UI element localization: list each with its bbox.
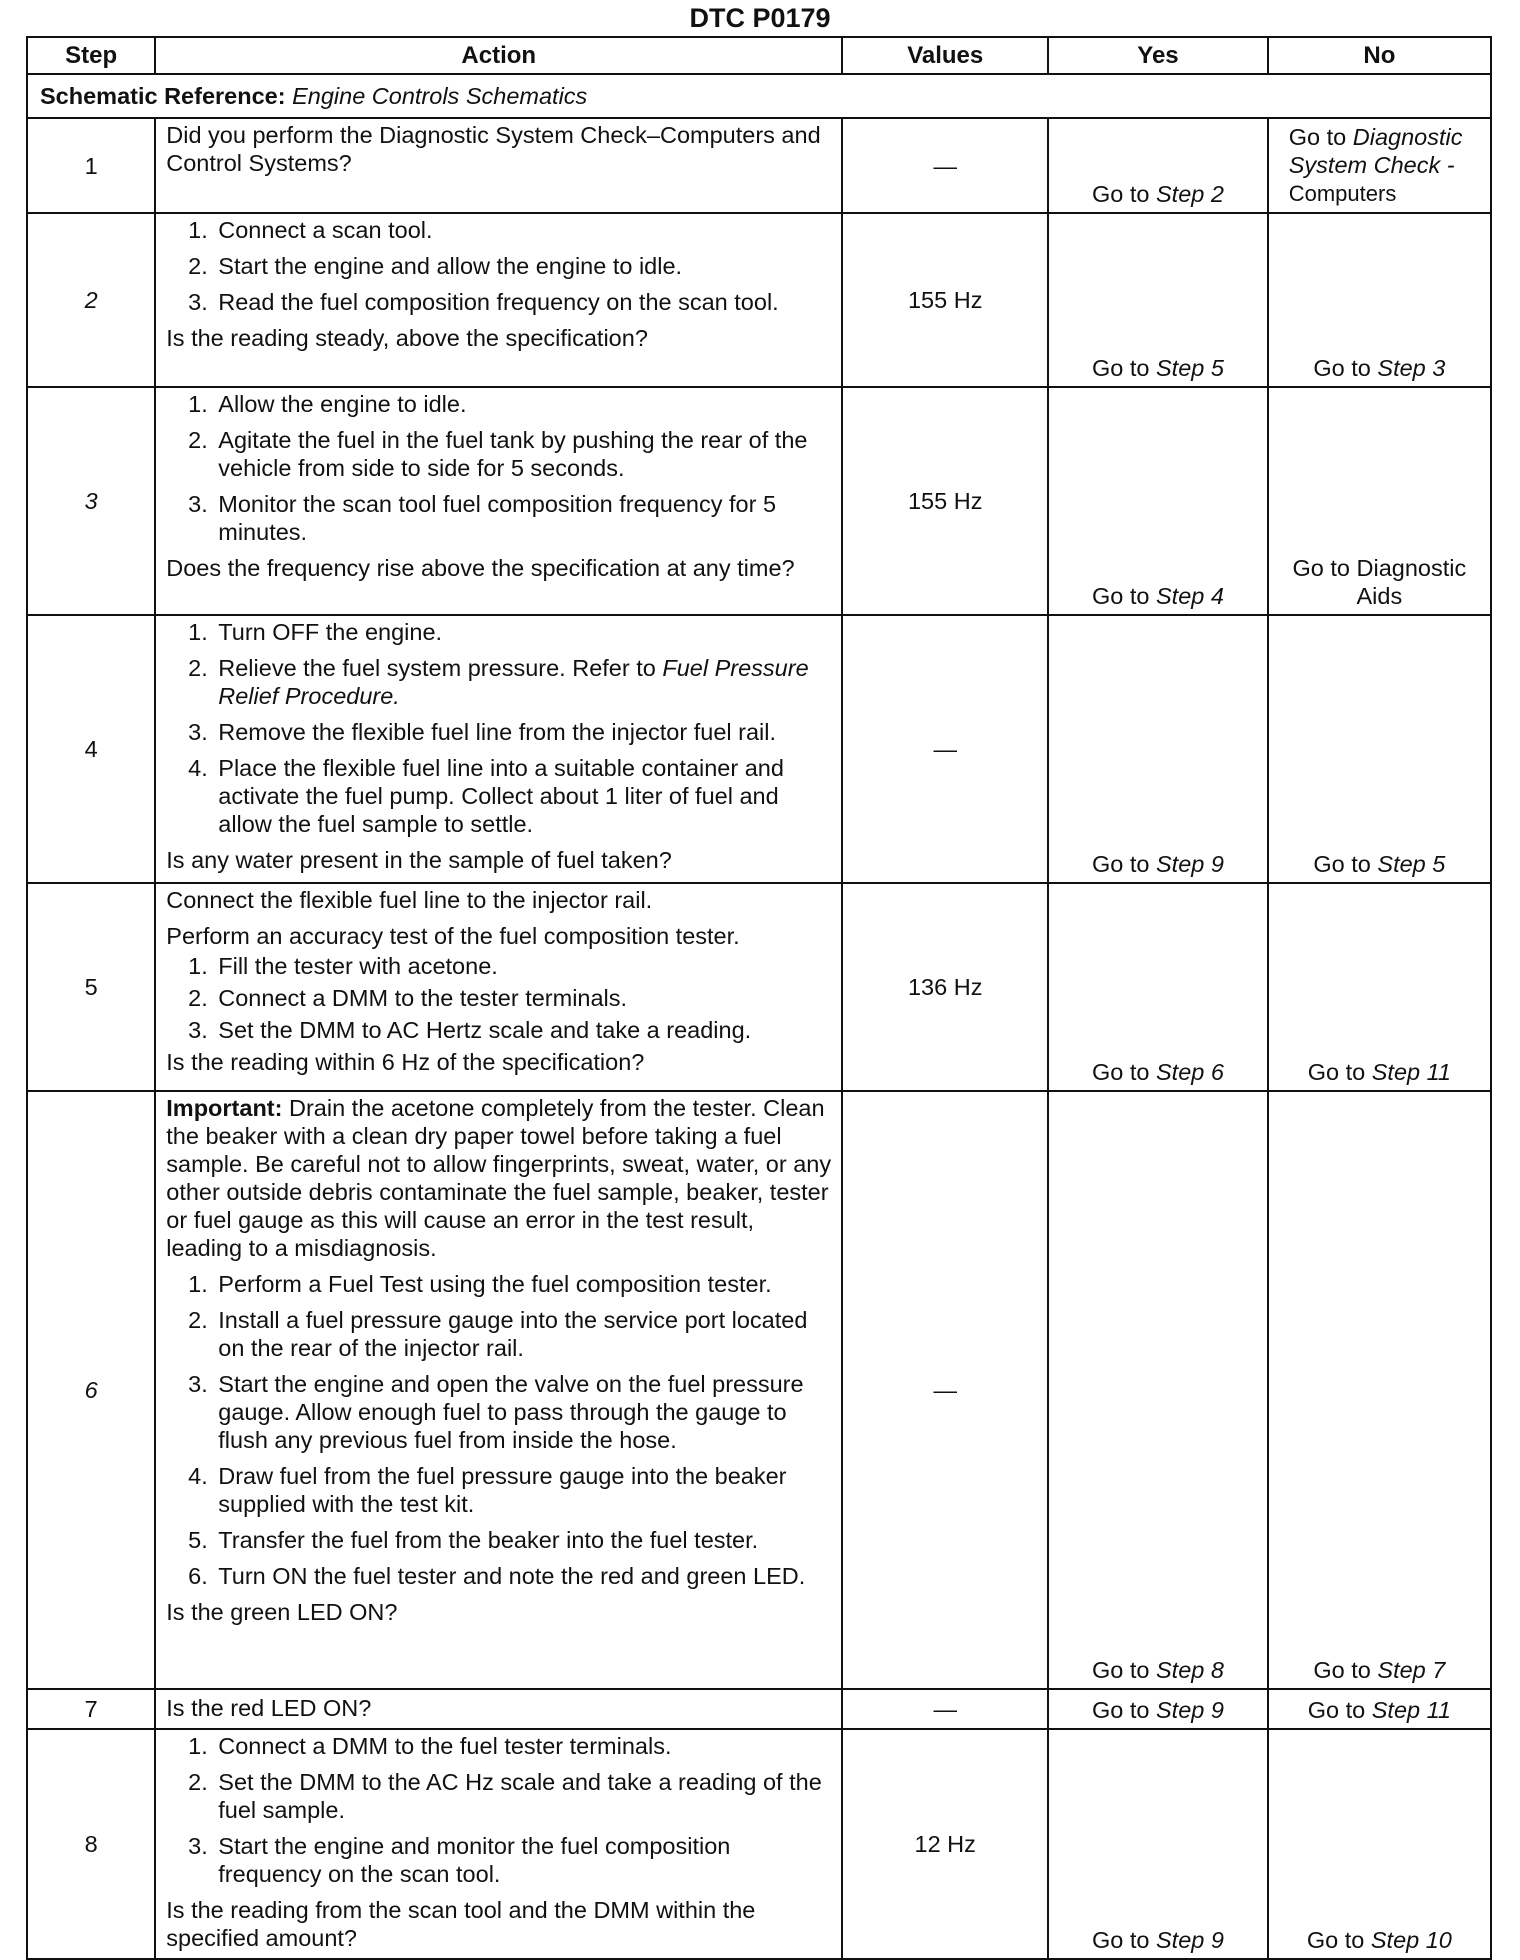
go-to-label: Go to (1091, 355, 1150, 381)
value-cell: — (842, 615, 1048, 883)
no-cell (1268, 118, 1491, 213)
no-step-link[interactable]: Go to Diagnostic Aids (1292, 555, 1467, 609)
list-item: 1. Connect a scan tool. (214, 216, 835, 244)
no-step-link[interactable]: Step 10 (1370, 1927, 1452, 1953)
header-row (27, 37, 1491, 74)
yes-step-link[interactable]: Step 9 (1156, 851, 1224, 877)
no-cell (1268, 1729, 1491, 1959)
list-item: 3. Start the engine and open the valve on the fuel pressure gauge. Allow enough fuel to pass through the gauge to flush any previous fuel from inside the hose. (214, 1370, 835, 1454)
schematic-link[interactable]: Engine Controls Schematics (292, 83, 588, 109)
yes-cell (1048, 615, 1268, 883)
step-number: 7 (27, 1689, 155, 1729)
yes-step-link[interactable]: Step 6 (1156, 1059, 1224, 1085)
list-item: 2. Start the engine and allow the engine to idle. (214, 252, 835, 280)
no-cell (1268, 615, 1491, 883)
go-to-label: Go to (1313, 1657, 1371, 1683)
list-item: 1. Perform a Fuel Test using the fuel composition tester. (214, 1270, 835, 1298)
action-cell (155, 1091, 842, 1689)
list-item: 2. Connect a DMM to the tester terminals. (214, 984, 835, 1012)
go-to-label: Go to (1313, 851, 1371, 877)
no-cell (1268, 213, 1491, 387)
action-cell (155, 1729, 842, 1959)
yes-cell (1048, 213, 1268, 387)
action-cell (155, 1689, 842, 1729)
value-cell: — (842, 1091, 1048, 1689)
list-item: 2. Agitate the fuel in the fuel tank by pushing the rear of the vehicle from side to side for 5 seconds. (214, 426, 835, 482)
yes-step-link[interactable]: Step 2 (1156, 181, 1224, 207)
go-to-label: Go to (1091, 181, 1150, 207)
schematic-label: Schematic Reference: (40, 83, 286, 109)
list-item: 3. Start the engine and monitor the fuel composition frequency on the scan tool. (214, 1832, 835, 1888)
action-cell (155, 213, 842, 387)
go-to-label: Go to (1306, 1927, 1365, 1953)
go-to-label: Go to (1307, 1059, 1366, 1085)
yes-cell (1048, 118, 1268, 213)
question: Is the green LED ON? (166, 1599, 398, 1625)
table-row (27, 1729, 1491, 1959)
action-list (166, 1732, 835, 1888)
action-cell (155, 883, 842, 1091)
list-item: 2. Set the DMM to the AC Hz scale and take a reading of the fuel sample. (214, 1768, 835, 1824)
action-list (166, 216, 835, 316)
table-row (27, 213, 1491, 387)
no-cell (1268, 387, 1491, 615)
question: Is any water present in the sample of fuel taken? (166, 847, 672, 873)
action-cell (155, 118, 842, 213)
table-row (27, 1091, 1491, 1689)
yes-step-link[interactable]: Step 9 (1156, 1697, 1224, 1723)
list-item: 4. Place the flexible fuel line into a suitable container and activate the fuel pump. Collect about 1 liter of fuel and allow the fuel sample to settle. (214, 754, 835, 838)
diagnostic-table (26, 36, 1492, 1960)
instruction: Perform an accuracy test of the fuel composition tester. (166, 923, 740, 949)
action-list (166, 390, 835, 546)
list-item: 1. Turn OFF the engine. (214, 618, 835, 646)
step-number: 6 (27, 1091, 155, 1689)
no-suffix: Computers (1288, 181, 1397, 206)
go-to-label: Go to (1091, 1059, 1150, 1085)
list-item: 6. Turn ON the fuel tester and note the red and green LED. (214, 1562, 835, 1590)
no-step-link[interactable]: Step 7 (1377, 1657, 1446, 1683)
table-row (27, 387, 1491, 615)
action-cell (155, 387, 842, 615)
go-to-label: Go to (1091, 851, 1150, 877)
value-cell: 155 Hz (842, 213, 1048, 387)
list-item (214, 654, 835, 710)
no-step-link[interactable]: Step 3 (1377, 355, 1446, 381)
list-item: 5. Transfer the fuel from the beaker into the fuel tester. (214, 1526, 835, 1554)
yes-cell (1048, 883, 1268, 1091)
header-no: No (1268, 37, 1491, 74)
action-list (166, 618, 835, 838)
step-number: 5 (27, 883, 155, 1091)
go-to-label: Go to (1091, 1697, 1150, 1723)
question: Does the frequency rise above the specification at any time? (166, 555, 795, 581)
list-item: 3. Monitor the scan tool fuel composition frequency for 5 minutes. (214, 490, 835, 546)
no-step-link[interactable]: Step 5 (1377, 851, 1446, 877)
go-to-label: Go to (1091, 1927, 1150, 1953)
header-yes: Yes (1048, 37, 1268, 74)
schematic-reference (27, 74, 1491, 118)
yes-step-link[interactable]: Step 5 (1156, 355, 1224, 381)
important-text: Drain the acetone completely from the tester. Clean the beaker with a clean dry paper towel before taking a fuel sample. Be careful not to allow fingerprints, sweat, water, or any other outside debris contaminate the fuel sample, beaker, tester or fuel gauge as this will cause an error in the test result, leading to a misdiagnosis. (166, 1095, 832, 1261)
page-title: DTC P0179 (689, 3, 831, 33)
list-item: 1. Allow the engine to idle. (214, 390, 835, 418)
no-step-link[interactable]: Step 11 (1371, 1697, 1452, 1723)
yes-step-link[interactable]: Step 9 (1156, 1927, 1224, 1953)
header-values: Values (842, 37, 1048, 74)
no-step-link[interactable]: Step 11 (1371, 1059, 1452, 1085)
list-item: 4. Draw fuel from the fuel pressure gauge into the beaker supplied with the test kit. (214, 1462, 835, 1518)
table-row (27, 883, 1491, 1091)
value-cell: 136 Hz (842, 883, 1048, 1091)
step-number: 2 (27, 213, 155, 387)
step-number: 8 (27, 1729, 155, 1959)
no-step-link[interactable]: Diagnostic System Check - (1288, 124, 1463, 178)
list-item-text: Relieve the fuel system pressure. Refer to (218, 655, 656, 681)
list-item: 3. Remove the flexible fuel line from the injector fuel rail. (214, 718, 835, 746)
action-list (166, 952, 835, 1044)
list-item: 2. Install a fuel pressure gauge into the service port located on the rear of the injector rail. (214, 1306, 835, 1362)
header-action: Action (155, 37, 842, 74)
go-to-label: Go to (1091, 1657, 1150, 1683)
yes-cell (1048, 1689, 1268, 1729)
yes-step-link[interactable]: Step 8 (1156, 1657, 1224, 1683)
procedure-link[interactable]: Fuel Pressure Relief Procedure. (218, 655, 809, 709)
list-item: 3. Read the fuel composition frequency on the scan tool. (214, 288, 835, 316)
go-to-label: Go to (1313, 355, 1371, 381)
no-cell (1268, 883, 1491, 1091)
instruction: Connect the flexible fuel line to the injector rail. (166, 887, 653, 913)
header-step: Step (27, 37, 155, 74)
yes-cell (1048, 1091, 1268, 1689)
action-list (166, 1270, 835, 1590)
yes-step-link[interactable]: Step 4 (1156, 583, 1224, 609)
no-cell (1268, 1689, 1491, 1729)
list-item: 1. Fill the tester with acetone. (214, 952, 835, 980)
action-cell (155, 615, 842, 883)
step-number: 3 (27, 387, 155, 615)
question: Is the reading steady, above the specification? (166, 325, 648, 351)
list-item: 1. Connect a DMM to the fuel tester terminals. (214, 1732, 835, 1760)
value-cell: 12 Hz (842, 1729, 1048, 1959)
question: Did you perform the Diagnostic System Check–Computers and Control Systems? (166, 122, 821, 176)
step-number: 1 (27, 118, 155, 213)
go-to-label: Go to (1307, 1697, 1366, 1723)
no-cell (1268, 1091, 1491, 1689)
question: Is the reading from the scan tool and the DMM within the specified amount? (166, 1897, 756, 1951)
question: Is the reading within 6 Hz of the specification? (166, 1049, 645, 1075)
value-cell: — (842, 118, 1048, 213)
list-item: 3. Set the DMM to AC Hertz scale and take a reading. (214, 1016, 835, 1044)
table-row (27, 615, 1491, 883)
yes-cell (1048, 1729, 1268, 1959)
table-row (27, 118, 1491, 213)
value-cell: 155 Hz (842, 387, 1048, 615)
value-cell: — (842, 1689, 1048, 1729)
go-to-label: Go to (1288, 124, 1347, 150)
step-number: 4 (27, 615, 155, 883)
go-to-label: Go to (1091, 583, 1150, 609)
table-row (27, 1689, 1491, 1729)
question: Is the red LED ON? (166, 1695, 372, 1721)
yes-cell (1048, 387, 1268, 615)
schematic-row (27, 74, 1491, 118)
important-label: Important: (166, 1095, 283, 1121)
important-note (166, 1094, 835, 1262)
